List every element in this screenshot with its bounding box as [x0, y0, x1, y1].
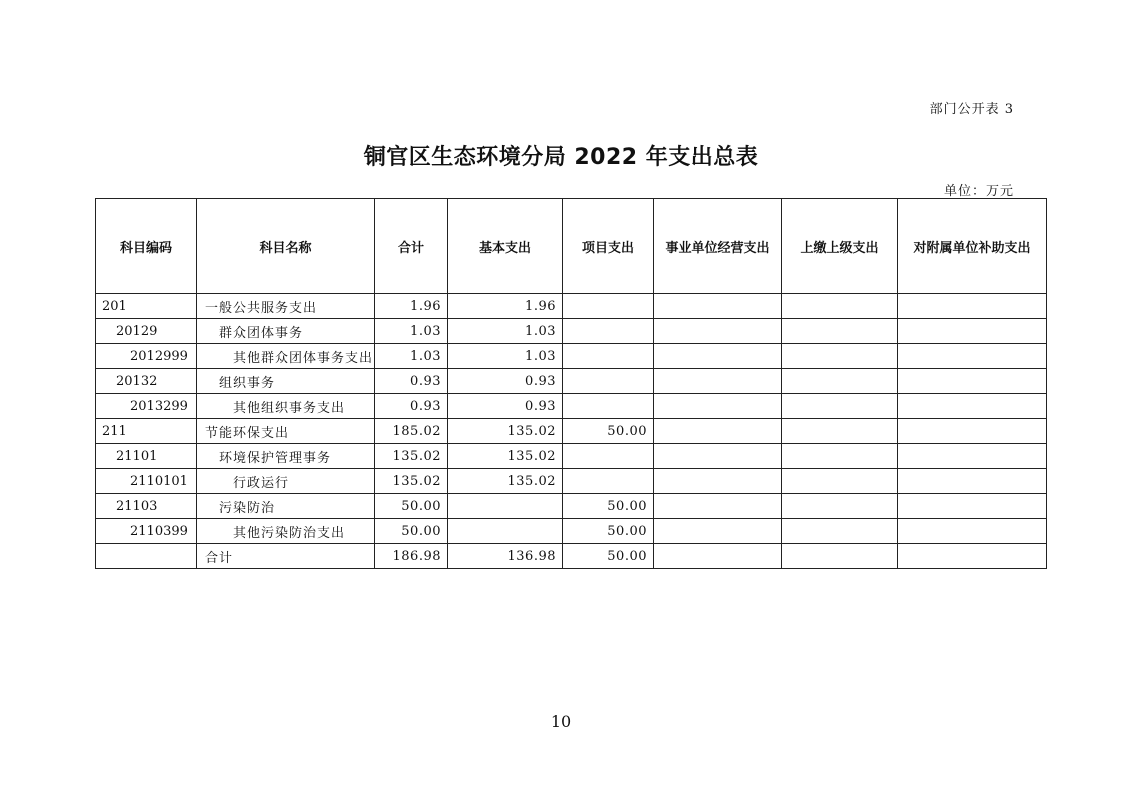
upper-cell: [782, 544, 898, 569]
subsidy-cell: [898, 444, 1047, 469]
subsidy-cell: [898, 494, 1047, 519]
name-cell: 节能环保支出: [197, 419, 375, 444]
upper-cell: [782, 494, 898, 519]
business-cell: [654, 519, 782, 544]
upper-cell: [782, 469, 898, 494]
table-row: [96, 369, 1047, 394]
total-cell: 135.02: [375, 469, 448, 494]
subsidy-cell: [898, 369, 1047, 394]
subsidy-cell: [898, 294, 1047, 319]
name-cell: 一般公共服务支出: [197, 294, 375, 319]
upper-cell: [782, 519, 898, 544]
code-cell: 2012999: [96, 344, 197, 369]
code-cell: 2110399: [96, 519, 197, 544]
column-header-upper: 上缴上级支出: [782, 199, 898, 294]
project-cell: 50.00: [563, 544, 654, 569]
business-cell: [654, 319, 782, 344]
basic-cell: 0.93: [448, 369, 563, 394]
project-cell: 50.00: [563, 419, 654, 444]
table-row: [96, 294, 1047, 319]
code-cell: 211: [96, 419, 197, 444]
total-cell: 1.96: [375, 294, 448, 319]
name-cell: 群众团体事务: [197, 319, 375, 344]
table-row: [96, 519, 1047, 544]
upper-cell: [782, 369, 898, 394]
business-cell: [654, 494, 782, 519]
total-cell: 50.00: [375, 519, 448, 544]
code-cell: 21103: [96, 494, 197, 519]
total-cell: 1.03: [375, 344, 448, 369]
column-header-project: 项目支出: [563, 199, 654, 294]
basic-cell: 0.93: [448, 394, 563, 419]
name-cell: 环境保护管理事务: [197, 444, 375, 469]
subsidy-cell: [898, 544, 1047, 569]
subsidy-cell: [898, 469, 1047, 494]
table-row: [96, 469, 1047, 494]
project-cell: [563, 344, 654, 369]
total-cell: 1.03: [375, 319, 448, 344]
project-cell: 50.00: [563, 494, 654, 519]
table-row: [96, 494, 1047, 519]
column-header-total: 合计: [375, 199, 448, 294]
column-header-code: 科目编码: [96, 199, 197, 294]
code-cell: [96, 544, 197, 569]
code-cell: 20132: [96, 369, 197, 394]
upper-cell: [782, 419, 898, 444]
unit-label: 单位：万元: [943, 184, 1014, 199]
code-cell: 21101: [96, 444, 197, 469]
total-cell: 185.02: [375, 419, 448, 444]
table-row: [96, 344, 1047, 369]
total-cell: 0.93: [375, 394, 448, 419]
upper-cell: [782, 344, 898, 369]
code-cell: 20129: [96, 319, 197, 344]
code-cell: 2013299: [96, 394, 197, 419]
project-cell: [563, 469, 654, 494]
column-header-basic: 基本支出: [448, 199, 563, 294]
table-row: [96, 444, 1047, 469]
upper-cell: [782, 294, 898, 319]
name-cell: 合计: [197, 544, 375, 569]
upper-cell: [782, 319, 898, 344]
name-cell: 其他污染防治支出: [197, 519, 375, 544]
subsidy-cell: [898, 394, 1047, 419]
column-header-subsidy: 对附属单位补助支出: [898, 199, 1047, 294]
basic-cell: 136.98: [448, 544, 563, 569]
expenditure-table: [95, 198, 1047, 569]
page-number: 10: [550, 712, 572, 731]
subsidy-cell: [898, 319, 1047, 344]
total-cell: 135.02: [375, 444, 448, 469]
table-row: [96, 319, 1047, 344]
business-cell: [654, 544, 782, 569]
project-cell: 50.00: [563, 519, 654, 544]
basic-cell: 1.03: [448, 319, 563, 344]
project-cell: [563, 294, 654, 319]
business-cell: [654, 369, 782, 394]
table-row: [96, 394, 1047, 419]
total-cell: 0.93: [375, 369, 448, 394]
subsidy-cell: [898, 519, 1047, 544]
business-cell: [654, 344, 782, 369]
total-cell: 186.98: [375, 544, 448, 569]
total-row: [96, 544, 1047, 569]
business-cell: [654, 419, 782, 444]
table-row: [96, 419, 1047, 444]
name-cell: 污染防治: [197, 494, 375, 519]
basic-cell: [448, 519, 563, 544]
subsidy-cell: [898, 419, 1047, 444]
business-cell: [654, 469, 782, 494]
basic-cell: 1.96: [448, 294, 563, 319]
code-cell: 201: [96, 294, 197, 319]
column-header-name: 科目名称: [197, 199, 375, 294]
business-cell: [654, 444, 782, 469]
upper-cell: [782, 444, 898, 469]
basic-cell: 135.02: [448, 444, 563, 469]
code-cell: 2110101: [96, 469, 197, 494]
project-cell: [563, 319, 654, 344]
project-cell: [563, 369, 654, 394]
name-cell: 其他组织事务支出: [197, 394, 375, 419]
business-cell: [654, 394, 782, 419]
project-cell: [563, 394, 654, 419]
basic-cell: 135.02: [448, 419, 563, 444]
business-cell: [654, 294, 782, 319]
project-cell: [563, 444, 654, 469]
subsidy-cell: [898, 344, 1047, 369]
column-header-business: 事业单位经营支出: [654, 199, 782, 294]
page-title: 铜官区生态环境分局 2022 年支出总表: [363, 145, 759, 170]
header-row: [96, 199, 1047, 294]
name-cell: 组织事务: [197, 369, 375, 394]
basic-cell: 135.02: [448, 469, 563, 494]
total-cell: 50.00: [375, 494, 448, 519]
name-cell: 其他群众团体事务支出: [197, 344, 375, 369]
table-number: 部门公开表 3: [929, 102, 1014, 117]
name-cell: 行政运行: [197, 469, 375, 494]
basic-cell: 1.03: [448, 344, 563, 369]
basic-cell: [448, 494, 563, 519]
upper-cell: [782, 394, 898, 419]
